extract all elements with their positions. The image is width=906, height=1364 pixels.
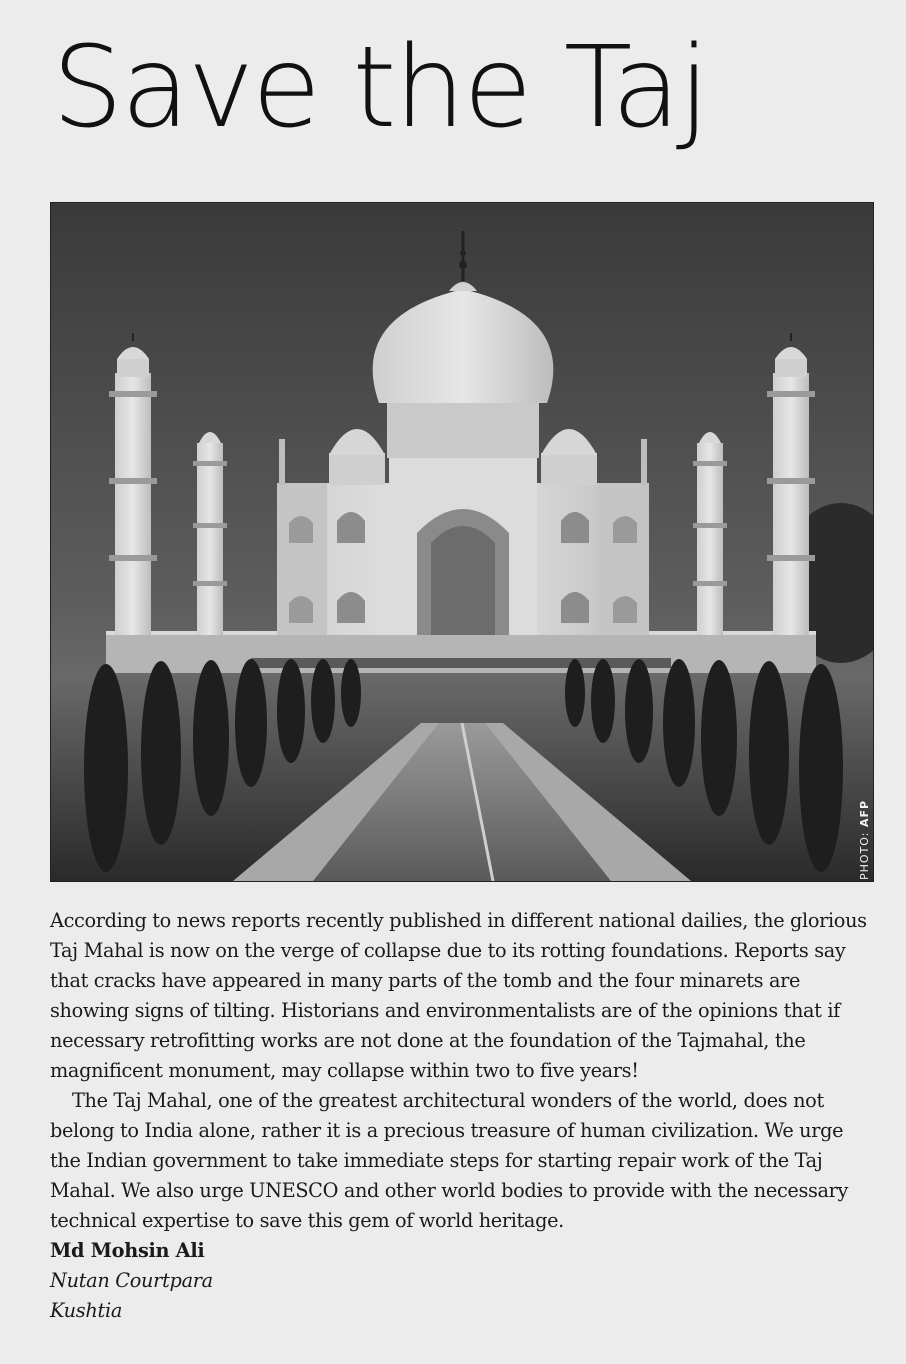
headline: Save the Taj <box>52 23 708 153</box>
letter-body <box>50 906 878 1326</box>
taj-mahal-illustration <box>51 203 873 881</box>
author-name: Md Mohsin Ali <box>50 1239 205 1262</box>
taj-mahal-photo <box>50 202 874 882</box>
photo-credit-source: AFP <box>858 799 871 828</box>
letter-paragraph-2: The Taj Mahal, one of the greatest architectural wonders of the world, does not belong to India alone, rather it is a precious treasure of human civilization. We urge the Indian government to take immediate steps for starting repair work of the Taj Mahal. We also urge UNESCO and other world bodies to provide with the necessary technical expertise to save this gem of world heritage. <box>50 1089 849 1232</box>
photo-credit-prefix: PHOTO: <box>858 831 871 880</box>
author-address-line-2: Kushtia <box>50 1299 123 1322</box>
letter-paragraph-1: According to news reports recently published in different national dailies, the glorious Taj Mahal is now on the verge of collapse due to its rotting foundations. Reports say that cracks have appeared in many parts of the tomb and the four minarets are showing signs of tilting. Historians and environmentalists are of the opinions that if necessary retrofitting works are not done at the foundation of the Tajmahal, the magnificent monument, may collapse within two to five years! <box>50 909 867 1082</box>
author-address-line-1: Nutan Courtpara <box>50 1269 213 1292</box>
photo-credit <box>858 800 871 880</box>
